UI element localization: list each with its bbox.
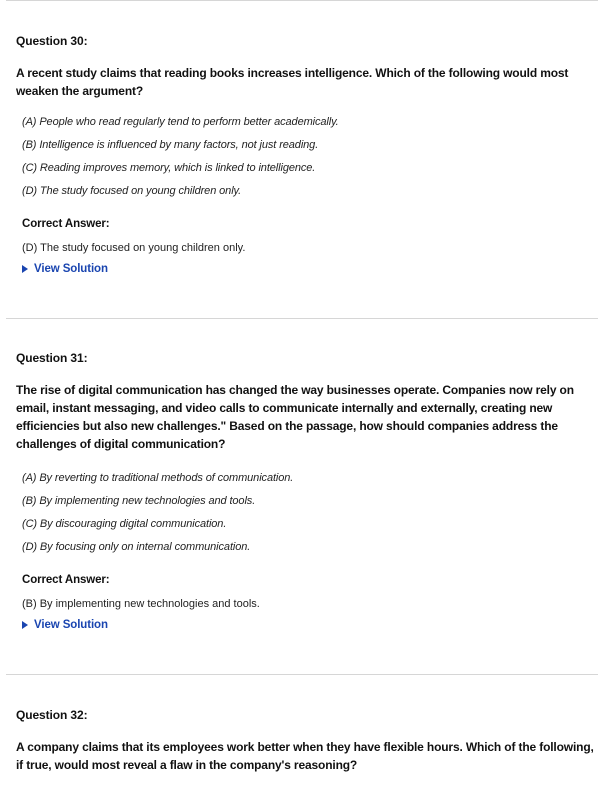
question-31-text: The rise of digital communication has changed the way businesses operate. Companies now rely on email, instant messaging, and video calls to communicate internally and externally, creating new efficiencies but also new challenges." Based on the passage, how should companies address the challenges of digital communication? [16,383,574,451]
view-solution-label: View Solution [34,263,108,275]
question-30-text: A recent study claims that reading books increases intelligence. Which of the following would most weaken the argument? [16,66,569,98]
question-30-correct-answer: (D) The study focused on young children only. [22,242,246,254]
expand-triangle-icon [22,621,28,629]
question-30-correct-answer-label: Correct Answer: [22,218,110,230]
question-30-option-c: (C) Reading improves memory, which is linked to intelligence. [22,162,316,174]
question-31-correct-answer-label: Correct Answer: [22,574,110,586]
question-30-label: Question 30: [16,34,88,48]
question-31-option-d: (D) By focusing only on internal communication. [22,541,251,553]
question-31-option-a: (A) By reverting to traditional methods of communication. [22,472,294,484]
question-30-option-a: (A) People who read regularly tend to perform better academically. [22,116,339,128]
view-solution-label: View Solution [34,619,108,631]
divider [6,674,598,675]
question-30-option-d: (D) The study focused on young children only. [22,185,242,197]
divider [6,0,598,1]
question-30-view-solution-link[interactable] [22,263,108,275]
question-32-label: Question 32: [16,708,88,722]
question-32-text: A company claims that its employees work better when they have flexible hours. Which of the following, if true, would most reveal a flaw in the company's reasoning? [16,740,594,772]
question-31-label: Question 31: [16,351,88,365]
divider [6,318,598,319]
expand-triangle-icon [22,265,28,273]
question-31-option-b: (B) By implementing new technologies and tools. [22,495,256,507]
question-31-correct-answer: (B) By implementing new technologies and tools. [22,598,260,610]
question-30-option-b: (B) Intelligence is influenced by many factors, not just reading. [22,139,319,151]
question-31-option-c: (C) By discouraging digital communication. [22,518,227,530]
question-31-view-solution-link[interactable] [22,619,108,631]
